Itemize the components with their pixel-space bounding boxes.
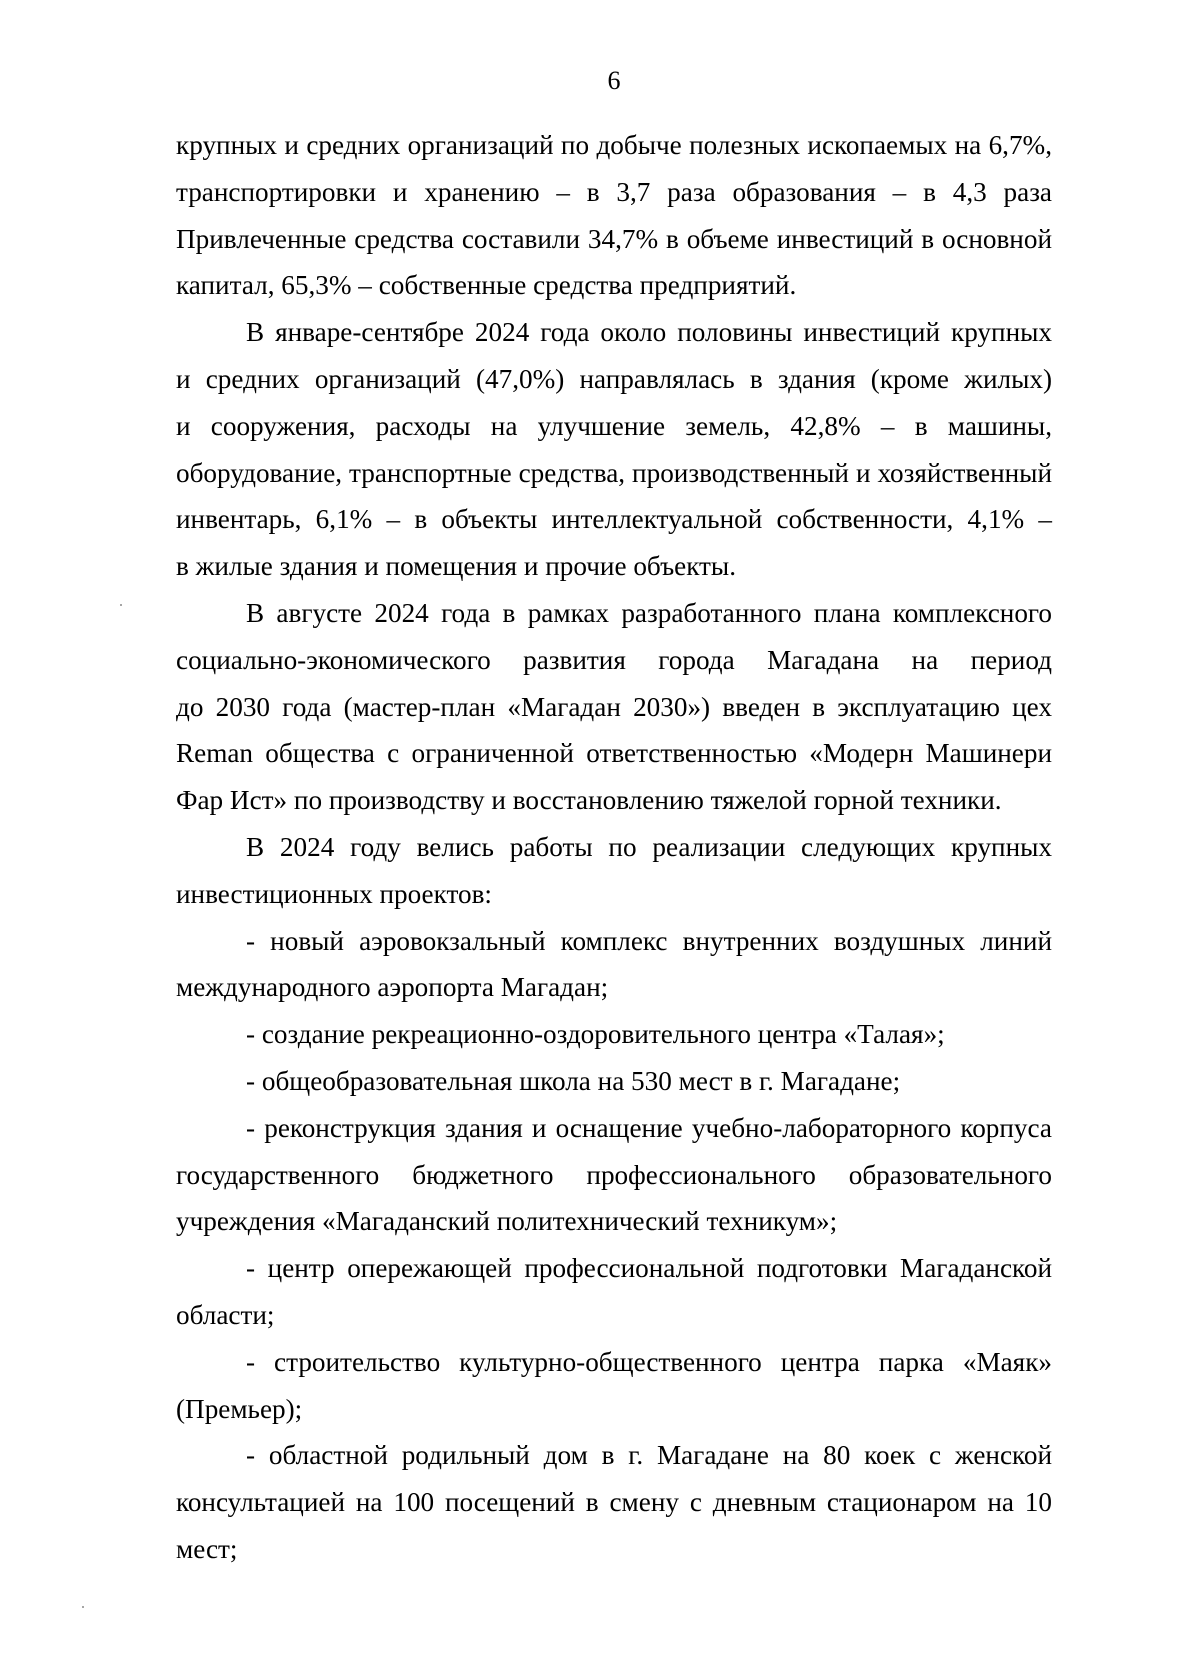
- page-number: 6: [607, 66, 621, 95]
- text-line: оборудование, транспортные средства, производственный и хозяйственный: [176, 457, 1052, 488]
- text-line: В 2024 году велись работы по реализации следующих крупных: [246, 831, 1052, 862]
- text-line: капитал, 65,3% – собственные средства предприятий.: [176, 270, 797, 301]
- list-item-training-center: [176, 1245, 1052, 1339]
- text-line: учреждения «Магаданский политехнический техникум»;: [176, 1206, 838, 1237]
- text-line: - создание рекреационно-оздоровительного центра «Талая»;: [246, 1019, 945, 1050]
- text-line: В январе-сентябре 2024 года около половины инвестиций крупных: [246, 317, 1052, 348]
- text-line: - областной родильный дом в г. Магадане на 80 коек с женской: [246, 1440, 1052, 1471]
- list-item-airport: [176, 918, 1052, 1012]
- text-line: - строительство культурно-общественного центра парка «Маяк»: [246, 1346, 1052, 1377]
- text-line: международного аэропорта Магадан;: [176, 972, 609, 1003]
- text-line: государственного бюджетного профессионального образовательного: [176, 1159, 1052, 1190]
- list-item-school: [176, 1058, 1052, 1105]
- scan-speck: [82, 1606, 84, 1608]
- text-line: консультацией на 100 посещений в смену с дневным стационаром на 10 мест;: [176, 1487, 1052, 1564]
- text-line: инвестиционных проектов:: [176, 878, 492, 909]
- text-line: (Премьер);: [176, 1393, 303, 1424]
- paragraph-investment-sources: [176, 122, 1052, 309]
- body-text: [176, 122, 1052, 1573]
- text-line: - центр опережающей профессиональной подготовки Магаданской: [246, 1253, 1052, 1284]
- text-line: и сооружения, расходы на улучшение земель, 42,8% – в машины,: [176, 410, 1052, 441]
- paragraph-reman-workshop: [176, 590, 1052, 824]
- text-line: - общеобразовательная школа на 530 мест в г. Магадане;: [246, 1065, 901, 1096]
- text-line: - реконструкция здания и оснащение учебно-лабораторного корпуса: [246, 1112, 1052, 1143]
- text-line: области;: [176, 1299, 275, 1330]
- text-line: транспортировки и хранению – в 3,7 раза образования – в 4,3 раза: [176, 176, 1052, 207]
- text-line: в жилые здания и помещения и прочие объекты.: [176, 551, 736, 582]
- text-line: и средних организаций (47,0%) направлялась в здания (кроме жилых): [176, 363, 1052, 394]
- text-line: до 2030 года (мастер-план «Магадан 2030») введен в эксплуатацию цех: [176, 691, 1052, 722]
- text-line: крупных и средних организаций по добыче полезных ископаемых на 6,7%,: [176, 130, 1052, 160]
- text-line: социально-экономического развития города Магадана на период: [176, 644, 1052, 675]
- text-line: В августе 2024 года в рамках разработанного плана комплексного: [246, 597, 1052, 628]
- paragraph-projects-intro: [176, 824, 1052, 918]
- text-line: Reman общества с ограниченной ответственностью «Модерн Машинери: [176, 738, 1052, 769]
- list-item-polytechnic: [176, 1105, 1052, 1245]
- text-line: Привлеченные средства составили 34,7% в объеме инвестиций в основной: [176, 223, 1052, 254]
- list-item-talaya: [176, 1011, 1052, 1058]
- list-item-maternity-hospital: [176, 1432, 1052, 1572]
- list-item-mayak-park: [176, 1339, 1052, 1433]
- scan-speck: [120, 604, 122, 606]
- paragraph-investment-structure: [176, 309, 1052, 590]
- text-line: инвентарь, 6,1% – в объекты интеллектуальной собственности, 4,1% –: [176, 504, 1052, 535]
- text-line: Фар Ист» по производству и восстановлению тяжелой горной техники.: [176, 785, 1002, 816]
- text-line: - новый аэровокзальный комплекс внутренних воздушных линий: [246, 925, 1052, 956]
